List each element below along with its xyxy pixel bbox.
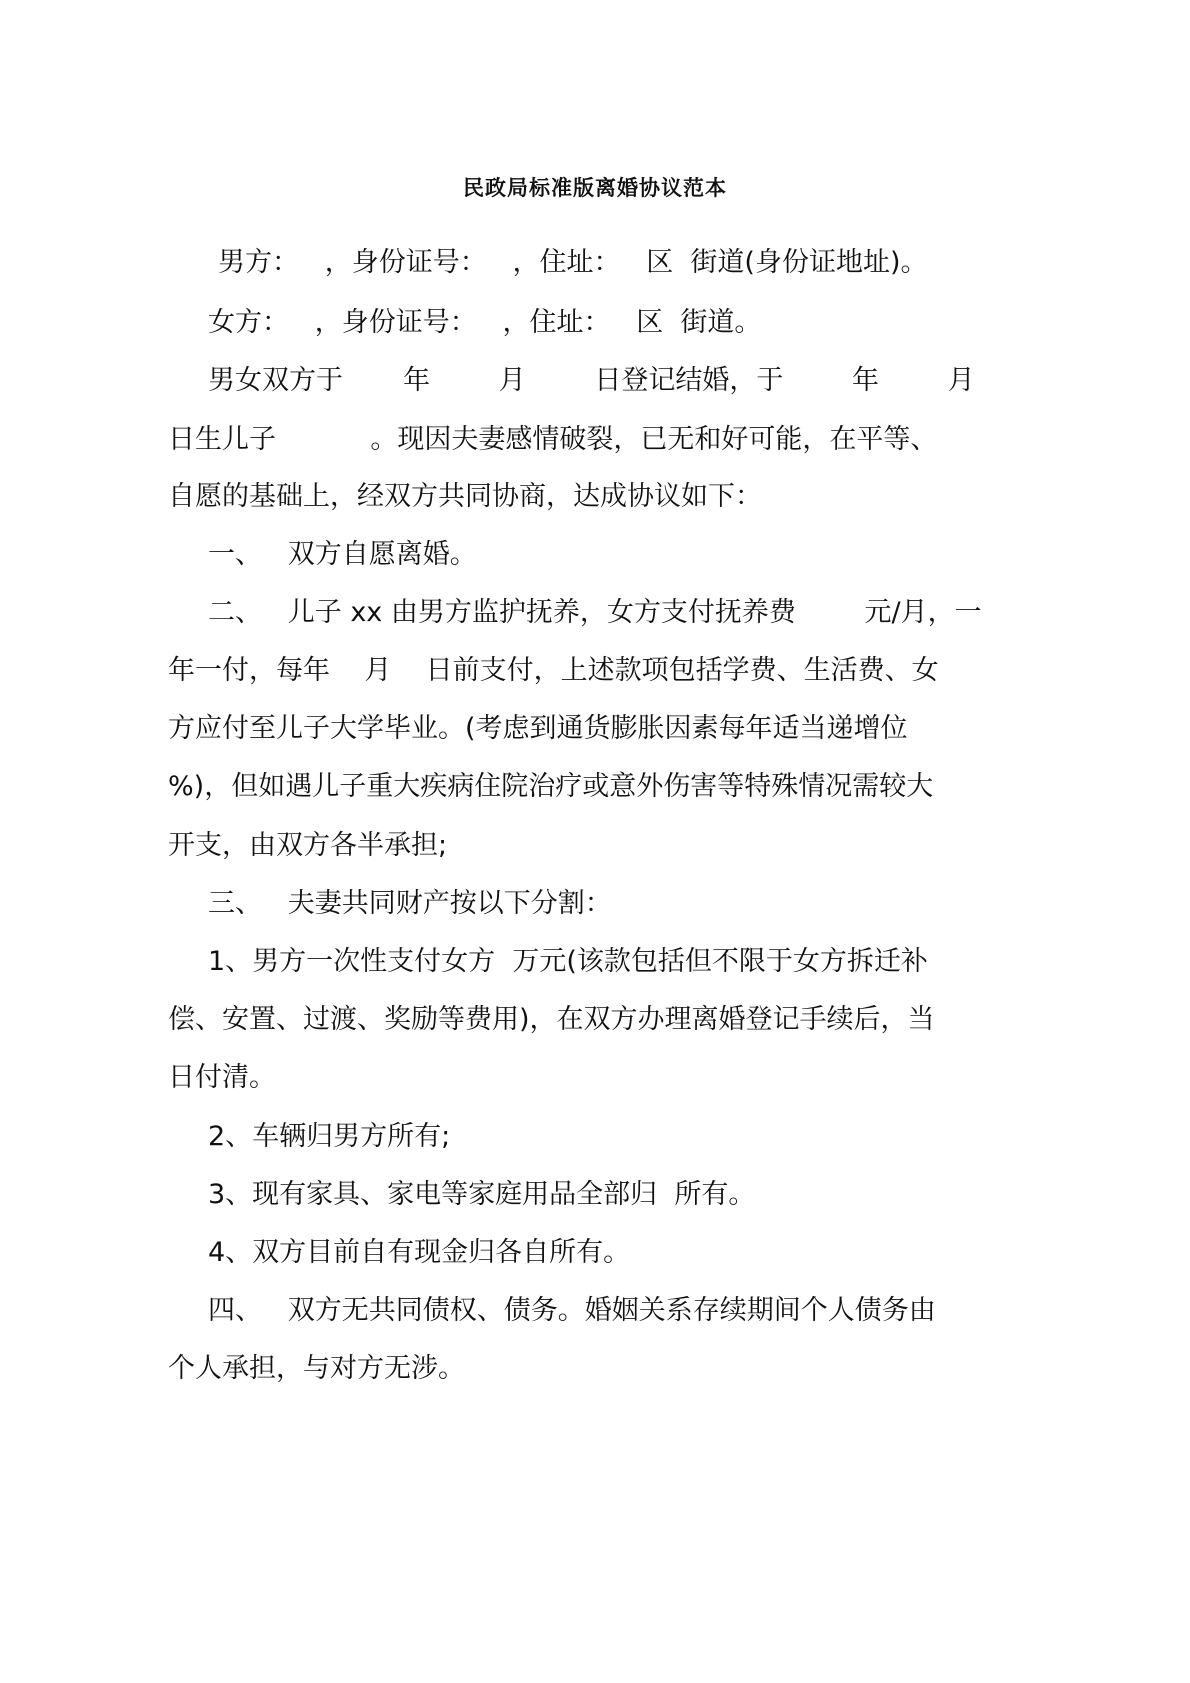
paragraph-line: 三、 夫妻共同财产按以下分割： — [208, 888, 612, 919]
paragraph-line: 1、男方一次性支付女方 万元(该款包括但不限于女方拆迁补 — [208, 946, 928, 977]
paragraph-line: 3、现有家具、家电等家庭用品全部归 所有。 — [208, 1179, 756, 1210]
document-title: 民政局标准版离婚协议范本 — [463, 176, 727, 200]
paragraph-line: 2、车辆归男方所有; — [208, 1121, 451, 1152]
paragraph-line: 男女双方于 年 月 日登记结婚，于 年 月 — [208, 365, 975, 396]
paragraph-line: 偿、安置、过渡、奖励等费用)，在双方办理离婚登记手续后，当 — [168, 1004, 935, 1035]
paragraph-line: 男方： ，身份证号： ，住址： 区 街道(身份证地址)。 — [218, 247, 928, 278]
paragraph-line: 自愿的基础上，经双方共同协商，达成协议如下： — [168, 481, 762, 512]
paragraph-line: 日生儿子 。现因夫妻感情破裂，已无和好可能，在平等、 — [168, 424, 938, 455]
paragraph-line: 日付清。 — [168, 1062, 276, 1093]
paragraph-line: 二、 儿子 xx 由男方监护抚养，女方支付抚养费 元/月，一 — [208, 597, 982, 628]
paragraph-line: 四、 双方无共同债权、债务。婚姻关系存续期间个人债务由 — [208, 1295, 936, 1326]
paragraph-line: %)，但如遇儿子重大疾病住院治疗或意外伤害等特殊情况需较大 — [168, 771, 934, 802]
paragraph-line: 4、双方目前自有现金归各自所有。 — [208, 1237, 631, 1268]
paragraph-line: 个人承担，与对方无涉。 — [168, 1353, 465, 1384]
paragraph-line: 开支，由双方各半承担; — [168, 830, 448, 861]
paragraph-line: 方应付至儿子大学毕业。(考虑到通货膨胀因素每年适当递增位 — [168, 713, 908, 744]
paragraph-line: 女方： ，身份证号： ，住址： 区 街道。 — [208, 307, 762, 338]
paragraph-line: 一、 双方自愿离婚。 — [208, 539, 477, 570]
paragraph-line: 年一付，每年 月 日前支付，上述款项包括学费、生活费、女 — [168, 655, 939, 686]
